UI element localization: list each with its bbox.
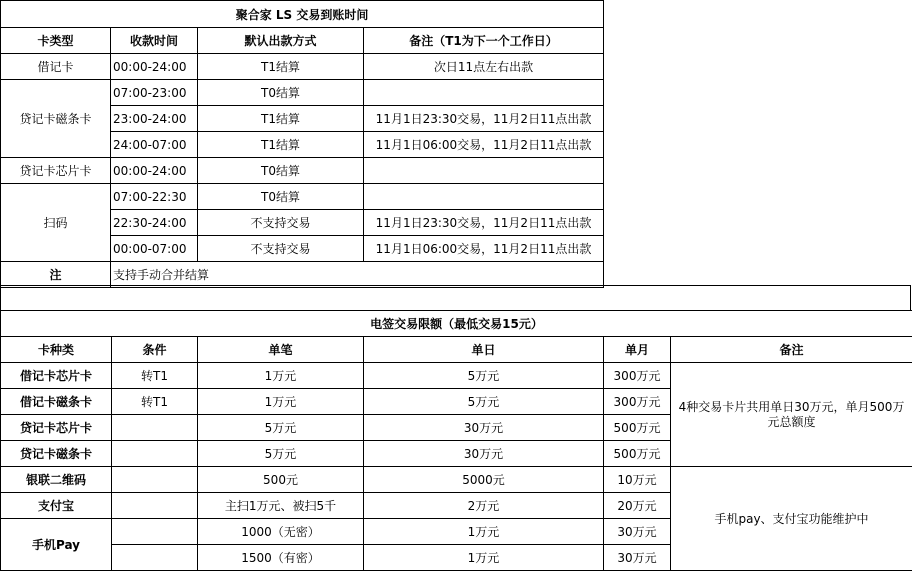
- footnote-label: 注: [1, 262, 111, 288]
- card-kind: 银联二维码: [1, 467, 112, 493]
- payout-method: T0结算: [198, 80, 364, 106]
- condition: [112, 415, 198, 441]
- collect-time: 24:00-07:00: [111, 132, 198, 158]
- header-card-kind: 卡种类: [1, 337, 112, 363]
- payout-method: T1结算: [198, 106, 364, 132]
- remark: [364, 80, 604, 106]
- monthly-limit: 500万元: [604, 441, 671, 467]
- transaction-limit-table: [0, 310, 912, 571]
- monthly-limit: 30万元: [604, 519, 671, 545]
- settlement-table-title: 聚合家 LS 交易到账时间: [1, 1, 604, 28]
- remark: [364, 184, 604, 210]
- single-limit: 500元: [198, 467, 364, 493]
- monthly-limit: 500万元: [604, 415, 671, 441]
- condition: [112, 493, 198, 519]
- condition: [112, 545, 198, 571]
- card-kind: 支付宝: [1, 493, 112, 519]
- daily-limit: 5万元: [364, 363, 604, 389]
- condition: [112, 441, 198, 467]
- remark: 11月1日23:30交易，11月2日11点出款: [364, 106, 604, 132]
- header-single: 单笔: [198, 337, 364, 363]
- payout-method: T0结算: [198, 158, 364, 184]
- single-limit: 主扫1万元、被扫5千: [198, 493, 364, 519]
- condition: 转T1: [112, 389, 198, 415]
- header-condition: 条件: [112, 337, 198, 363]
- monthly-limit: 10万元: [604, 467, 671, 493]
- daily-limit: 5000元: [364, 467, 604, 493]
- payout-method: T1结算: [198, 132, 364, 158]
- header-note: 备注: [671, 337, 912, 363]
- condition: 转T1: [112, 363, 198, 389]
- single-limit: 1500（有密）: [198, 545, 364, 571]
- header-daily: 单日: [364, 337, 604, 363]
- card-kind-mobile-pay: 手机Pay: [1, 519, 112, 571]
- single-limit: 5万元: [198, 441, 364, 467]
- single-limit: 1万元: [198, 363, 364, 389]
- header-monthly: 单月: [604, 337, 671, 363]
- single-limit: 1万元: [198, 389, 364, 415]
- collect-time: 00:00-24:00: [111, 158, 198, 184]
- header-remark: 备注（T1为下一个工作日）: [364, 28, 604, 54]
- monthly-limit: 300万元: [604, 363, 671, 389]
- daily-limit: 5万元: [364, 389, 604, 415]
- card-kind: 借记卡芯片卡: [1, 363, 112, 389]
- monthly-limit: 30万元: [604, 545, 671, 571]
- daily-limit: 1万元: [364, 545, 604, 571]
- card-kind: 贷记卡磁条卡: [1, 441, 112, 467]
- header-collect-time: 收款时间: [111, 28, 198, 54]
- card-kind: 贷记卡芯片卡: [1, 415, 112, 441]
- remark: 11月1日06:00交易，11月2日11点出款: [364, 132, 604, 158]
- daily-limit: 1万元: [364, 519, 604, 545]
- limit-table-title: 电签交易限额（最低交易15元）: [1, 311, 912, 337]
- footnote-text: 支持手动合并结算: [111, 262, 604, 288]
- payout-method: 不支持交易: [198, 210, 364, 236]
- payout-method: T1结算: [198, 54, 364, 80]
- settlement-time-table: [0, 0, 604, 288]
- note-maintenance: 手机pay、支付宝功能维护中: [671, 467, 912, 571]
- condition: [112, 519, 198, 545]
- collect-time: 00:00-07:00: [111, 236, 198, 262]
- payout-method: 不支持交易: [198, 236, 364, 262]
- card-kind: 借记卡磁条卡: [1, 389, 112, 415]
- header-card-type: 卡类型: [1, 28, 111, 54]
- daily-limit: 30万元: [364, 415, 604, 441]
- monthly-limit: 20万元: [604, 493, 671, 519]
- collect-time: 00:00-24:00: [111, 54, 198, 80]
- remark: 次日11点左右出款: [364, 54, 604, 80]
- collect-time: 22:30-24:00: [111, 210, 198, 236]
- card-type-credit-magnetic: 贷记卡磁条卡: [1, 80, 111, 158]
- card-type-scan: 扫码: [1, 184, 111, 262]
- collect-time: 07:00-22:30: [111, 184, 198, 210]
- monthly-limit: 300万元: [604, 389, 671, 415]
- single-limit: 5万元: [198, 415, 364, 441]
- daily-limit: 30万元: [364, 441, 604, 467]
- remark: [364, 158, 604, 184]
- collect-time: 07:00-23:00: [111, 80, 198, 106]
- daily-limit: 2万元: [364, 493, 604, 519]
- condition: [112, 467, 198, 493]
- header-payout-method: 默认出款方式: [198, 28, 364, 54]
- single-limit: 1000（无密）: [198, 519, 364, 545]
- collect-time: 23:00-24:00: [111, 106, 198, 132]
- note-shared-quota: 4种交易卡片共用单日30万元，单月500万元总额度: [671, 363, 912, 467]
- card-type-debit: 借记卡: [1, 54, 111, 80]
- remark: 11月1日06:00交易，11月2日11点出款: [364, 236, 604, 262]
- payout-method: T0结算: [198, 184, 364, 210]
- card-type-credit-chip: 贷记卡芯片卡: [1, 158, 111, 184]
- table-separator: [0, 285, 911, 310]
- remark: 11月1日23:30交易，11月2日11点出款: [364, 210, 604, 236]
